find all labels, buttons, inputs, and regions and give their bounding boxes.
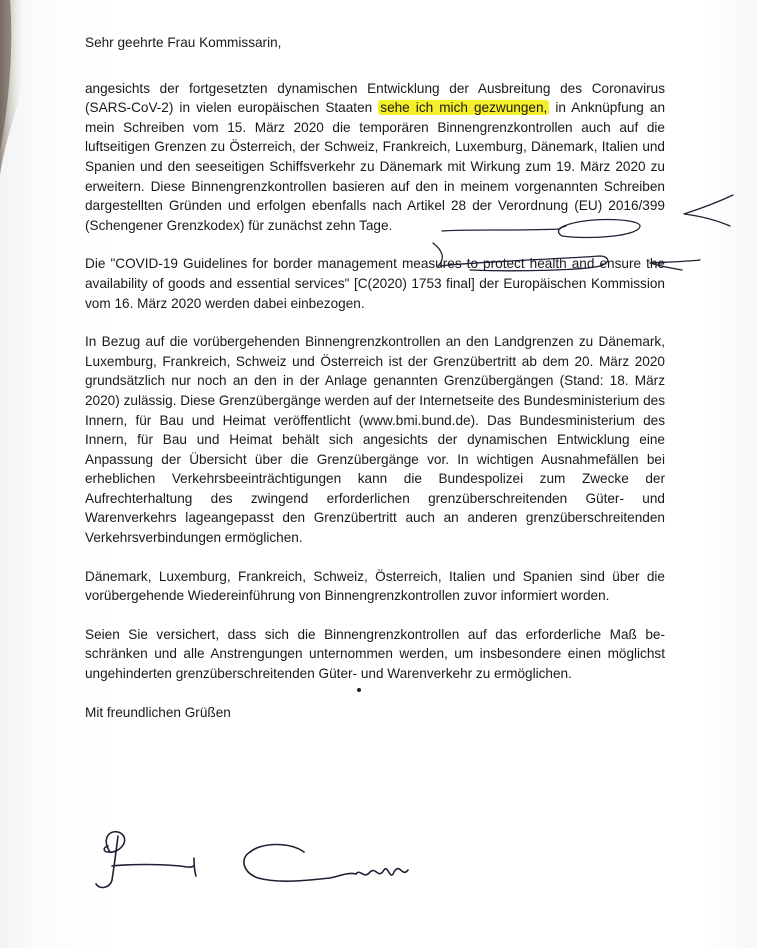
ink-dot [357,688,361,692]
letter-body [85,33,665,722]
paragraph-2: Die "COVID-19 Guidelines for border management measures to protect health and ensure the availability of goods and essential services" [C(2020) 1753 final] der Europäischen Kommission vom 16. März 2020 werden dabei einbezogen. [85,256,665,311]
page-curl-shadow [0,0,80,948]
paragraph-1-start: angesichts der fortgesetzten dynamischen Entwicklung der Ausbreitung des Coronavirus (SARS-CoV-2) in vielen europäischen Staaten [85,80,665,116]
paragraph-1 [85,79,665,236]
paragraph-5: Seien Sie versichert, dass sich die Binnengrenzkontrollen auf das erforderliche Maß beschränken und alle Anstrengungen unternommen werden, um insbesondere einen möglichst ungehinderten grenzüberschreitenden Güter- und Warenverkehr zu ermöglichen. [85,626,665,682]
paragraph-3: In Bezug auf die vorübergehenden Binnengrenzkontrollen an den Landgrenzen zu Dänemark, Luxemburg, Frankreich, Schweiz und Österreich ist der Grenzübertritt ab dem 20. März 2020 grundsätzlich nur noch an den in der Anlage genannten Grenzübergängen (Stand: 18. März 2020) zulässig. Diese Grenzübergänge werden auf der Internetseite des Bundesministerium des Innern, für Bau und Heimat veröffentlicht (www.bmi.bund.de). Das Bundesministerium des Innern, für Bau und Heimat behält sich angesichts der dynamischen Entwicklung eine Anpassung der Übersicht über die Grenzübergänge vor. In wichtigen Ausnahmefällen bei erheblichen Verkehrsbeeinträchtigungen kann die Bundespolizei zum Zwecke der Aufrechterhaltung des zwingend erforderlichen grenzüberschreitenden Güter- und Warenverkehrs lageangepasst den Grenzübertritt auch an anderen grenzüberschreitenden Verkehrsverbindungen ermöglichen. [85,334,665,546]
handwritten-signature [90,822,430,912]
arrow-upper-icon [684,195,733,226]
closing-greeting: Mit freundlichen Grüßen [85,704,231,720]
highlighted-phrase: sehe ich mich gezwungen, [380,100,548,116]
paragraph-4: Dänemark, Luxemburg, Frankreich, Schweiz, Österreich, Italien und Spanien sind über die vorübergehende Wiedereinführung von Binnengrenzkontrollen zuvor informiert worden. [85,568,665,604]
salutation: Sehr geehrte Frau Kommissarin, [85,35,282,50]
paragraph-1-end: in Anknüpfung an mein Schreiben vom 15. März 2020 die temporären Binnengrenzkontrollen auch auf die luftseitigen Grenzen zu Österreich, der Schweiz, Frankreich, Luxemburg, Dänemark, Italien und Spanien und den seeseitigen Schiffsverkehr zu Dänemark mit Wirkung zum 19. März 2020 zu erweitern. Diese Binnengrenzkontrollen basieren auf den in meinem vorgenannten Schreiben dargestellten Gründen und erfolgen ebenfalls nach Artikel 28 der Verordnung (EU) 2016/399 (Schengener Grenzkodex) für zunächst zehn Tage. [85,100,665,233]
